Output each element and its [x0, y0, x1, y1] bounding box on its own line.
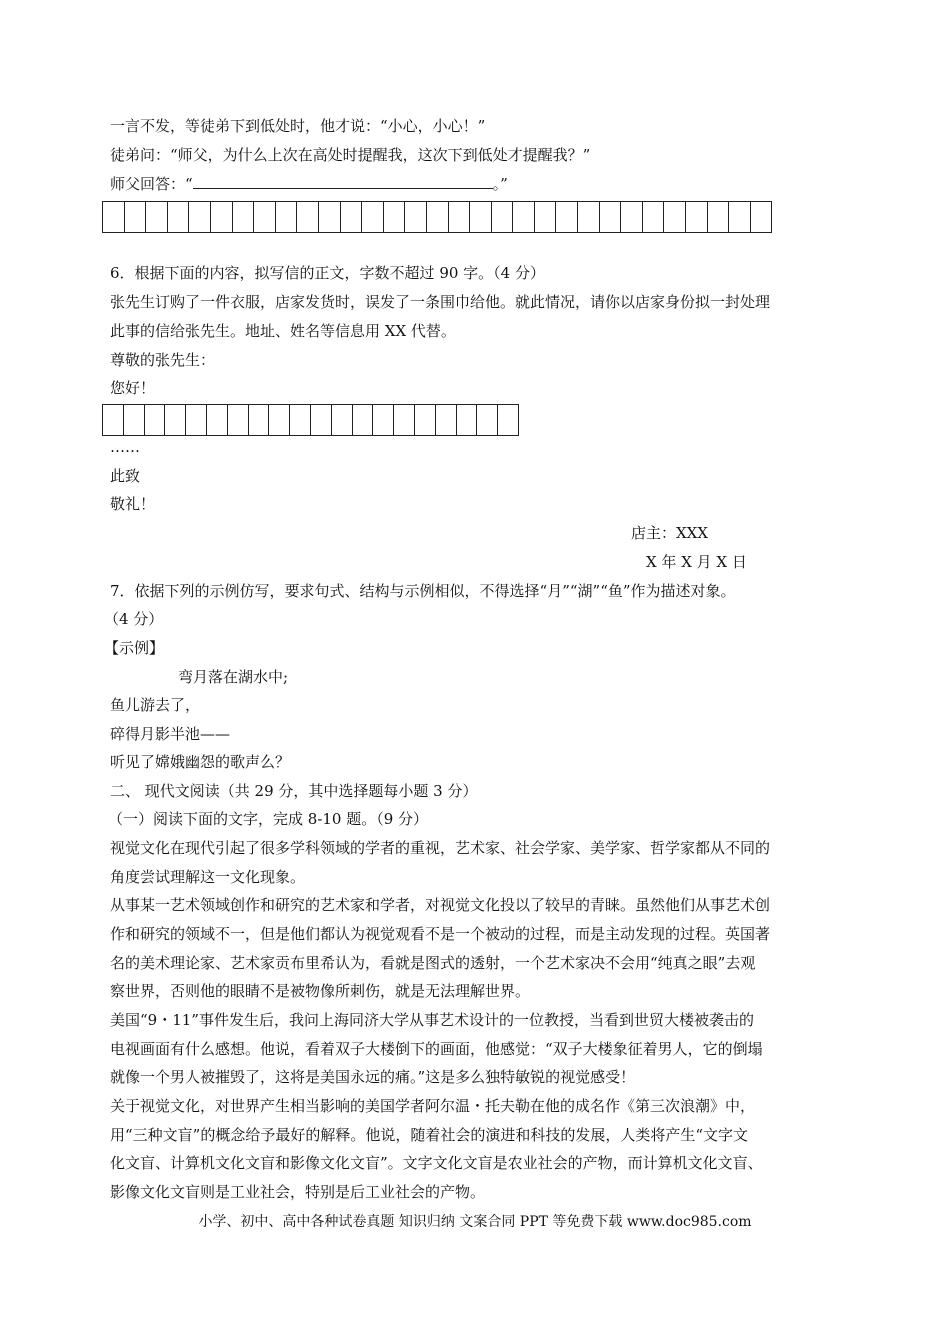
- sub-heading: （一）阅读下面的文字，完成 8-10 题。（9 分）: [108, 810, 429, 828]
- letter-salutation: 尊敬的张先生：: [110, 351, 216, 369]
- letter-date: X 年 X 月 X 日: [646, 553, 747, 571]
- ellipsis: ……: [110, 438, 140, 456]
- paragraph-line: 关于视觉文化，对世界产生相当影响的美国学者阿尔温・托夫勒在他的成名作《第三次浪潮》中，: [110, 1097, 756, 1115]
- writing-grid-2[interactable]: [102, 404, 519, 436]
- grid-cell[interactable]: [415, 405, 436, 435]
- text-line: 此事的信给张先生。地址、姓名等信息用 XX 代替。: [110, 322, 456, 340]
- grid-cell[interactable]: [290, 405, 311, 435]
- grid-cell[interactable]: [168, 202, 190, 232]
- grid-cell[interactable]: [103, 202, 125, 232]
- grid-cell[interactable]: [470, 202, 492, 232]
- grid-cell[interactable]: [427, 202, 449, 232]
- grid-cell[interactable]: [362, 202, 384, 232]
- grid-cell[interactable]: [600, 202, 622, 232]
- grid-cell[interactable]: [319, 202, 341, 232]
- paragraph-line: 察世界，否则他的眼睛不是被物像所刺伤，就是无法理解世界。: [110, 982, 531, 1000]
- grid-cell[interactable]: [211, 202, 233, 232]
- paragraph-line: 就像一个男人被摧毁了，这将是美国永远的痛。”这是多么独特敏锐的视觉感受！: [110, 1068, 636, 1086]
- grid-cell[interactable]: [556, 202, 578, 232]
- grid-cell[interactable]: [233, 202, 255, 232]
- text-line: 张先生订购了一件衣服，店家发货时，误发了一条围巾给他。就此情况，请你以店家身份拟一封处理: [110, 293, 771, 311]
- question-7: 7．依据下列的示例仿写，要求句式、结构与示例相似，不得选择“月”“湖”“鱼”作为描述对象。: [110, 582, 736, 600]
- poem-line: 弯月落在湖水中;: [178, 668, 289, 686]
- grid-cell[interactable]: [535, 202, 557, 232]
- letter-signature: 店主：XXX: [631, 524, 709, 542]
- grid-cell[interactable]: [492, 202, 514, 232]
- paragraph-line: 用“三种文盲”的概念给予最好的解释。他说，随着社会的演进和科技的发展，人类将产生“文字文: [110, 1126, 749, 1144]
- paragraph-line: 影像文化文盲则是工业社会，特别是后工业社会的产物。: [110, 1183, 486, 1201]
- paragraph-line: 电视画面有什么感想。他说，看着双子大楼倒下的画面，他感觉：“双子大楼象征着男人，它的倒塌: [110, 1040, 763, 1058]
- grid-cell[interactable]: [449, 202, 471, 232]
- grid-cell[interactable]: [341, 202, 363, 232]
- grid-cell[interactable]: [165, 405, 186, 435]
- grid-cell[interactable]: [384, 202, 406, 232]
- example-label: 【示例】: [104, 639, 165, 657]
- letter-closing: 敬礼！: [110, 495, 156, 513]
- grid-cell[interactable]: [207, 405, 228, 435]
- grid-cell[interactable]: [513, 202, 535, 232]
- grid-cell[interactable]: [498, 405, 519, 435]
- writing-grid-1[interactable]: [102, 201, 772, 233]
- grid-cell[interactable]: [254, 202, 276, 232]
- grid-cell[interactable]: [103, 405, 124, 435]
- grid-cell[interactable]: [189, 202, 211, 232]
- poem-line: 鱼儿游去了，: [110, 696, 201, 714]
- answer-blank[interactable]: [193, 174, 493, 189]
- question-6: 6．根据下面的内容，拟写信的正文，字数不超过 90 字。（4 分）: [110, 264, 545, 282]
- poem-line: 听见了嫦娥幽怨的歌声么？: [110, 753, 291, 771]
- grid-cell[interactable]: [146, 202, 168, 232]
- grid-cell[interactable]: [276, 202, 298, 232]
- page-footer: 小学、初中、高中各种试卷真题 知识归纳 文案合同 PPT 等免费下载 www.doc985.com: [198, 1214, 752, 1230]
- paragraph-line: 名的美术理论家、艺术家贡布里希认为，看就是图式的透射，一个艺术家决不会用“纯真之眼”去观: [110, 954, 756, 972]
- grid-cell[interactable]: [297, 202, 319, 232]
- letter-closing: 此致: [110, 467, 141, 485]
- grid-cell[interactable]: [729, 202, 751, 232]
- answer-line: [110, 174, 508, 194]
- grid-cell[interactable]: [145, 405, 166, 435]
- poem-line: 碎得月影半池——: [110, 725, 231, 743]
- grid-cell[interactable]: [436, 405, 457, 435]
- letter-greeting: 您好！: [110, 379, 156, 397]
- section-heading: 二、 现代文阅读（共 29 分，其中选择题每小题 3 分）: [110, 782, 478, 800]
- answer-prefix: 师父回答：“: [110, 175, 193, 193]
- grid-cell[interactable]: [125, 202, 147, 232]
- grid-cell[interactable]: [269, 405, 290, 435]
- grid-cell[interactable]: [353, 405, 374, 435]
- grid-cell[interactable]: [228, 405, 249, 435]
- answer-suffix: 。”: [492, 175, 508, 193]
- text-line: （4 分）: [104, 610, 164, 628]
- grid-cell[interactable]: [578, 202, 600, 232]
- grid-cell[interactable]: [457, 405, 478, 435]
- grid-cell[interactable]: [311, 405, 332, 435]
- paragraph-line: 视觉文化在现代引起了很多学科领域的学者的重视，艺术家、社会学家、美学家、哲学家都从不同的: [110, 839, 771, 857]
- grid-cell[interactable]: [643, 202, 665, 232]
- grid-cell[interactable]: [751, 202, 773, 232]
- paragraph-line: 化文盲、计算机文化文盲和影像文化文盲”。文字文化文盲是农业社会的产物，而计算机文化文盲、: [110, 1154, 763, 1172]
- grid-cell[interactable]: [373, 405, 394, 435]
- paragraph-line: 作和研究的领域不一，但是他们都认为视觉观看不是一个被动的过程，而是主动发现的过程。英国著: [110, 925, 771, 943]
- grid-cell[interactable]: [394, 405, 415, 435]
- grid-cell[interactable]: [249, 405, 270, 435]
- paragraph-line: 角度尝试理解这一文化现象。: [110, 868, 306, 886]
- grid-cell[interactable]: [477, 405, 498, 435]
- grid-cell[interactable]: [405, 202, 427, 232]
- grid-cell[interactable]: [621, 202, 643, 232]
- paragraph-line: 美国“9・11”事件发生后，我问上海同济大学从事艺术设计的一位教授，当看到世贸大楼被袭击的: [110, 1011, 754, 1029]
- grid-cell[interactable]: [186, 405, 207, 435]
- paragraph-line: 从事某一艺术领域创作和研究的艺术家和学者，对视觉文化投以了较早的青睐。虽然他们从事艺术创: [110, 896, 771, 914]
- text-line: 一言不发，等徒弟下到低处时，他才说：“小心，小心！”: [110, 117, 486, 135]
- grid-cell[interactable]: [124, 405, 145, 435]
- text-line: 徒弟问：“师父，为什么上次在高处时提醒我，这次下到低处才提醒我？”: [110, 146, 591, 164]
- grid-cell[interactable]: [708, 202, 730, 232]
- grid-cell[interactable]: [664, 202, 686, 232]
- grid-cell[interactable]: [686, 202, 708, 232]
- grid-cell[interactable]: [332, 405, 353, 435]
